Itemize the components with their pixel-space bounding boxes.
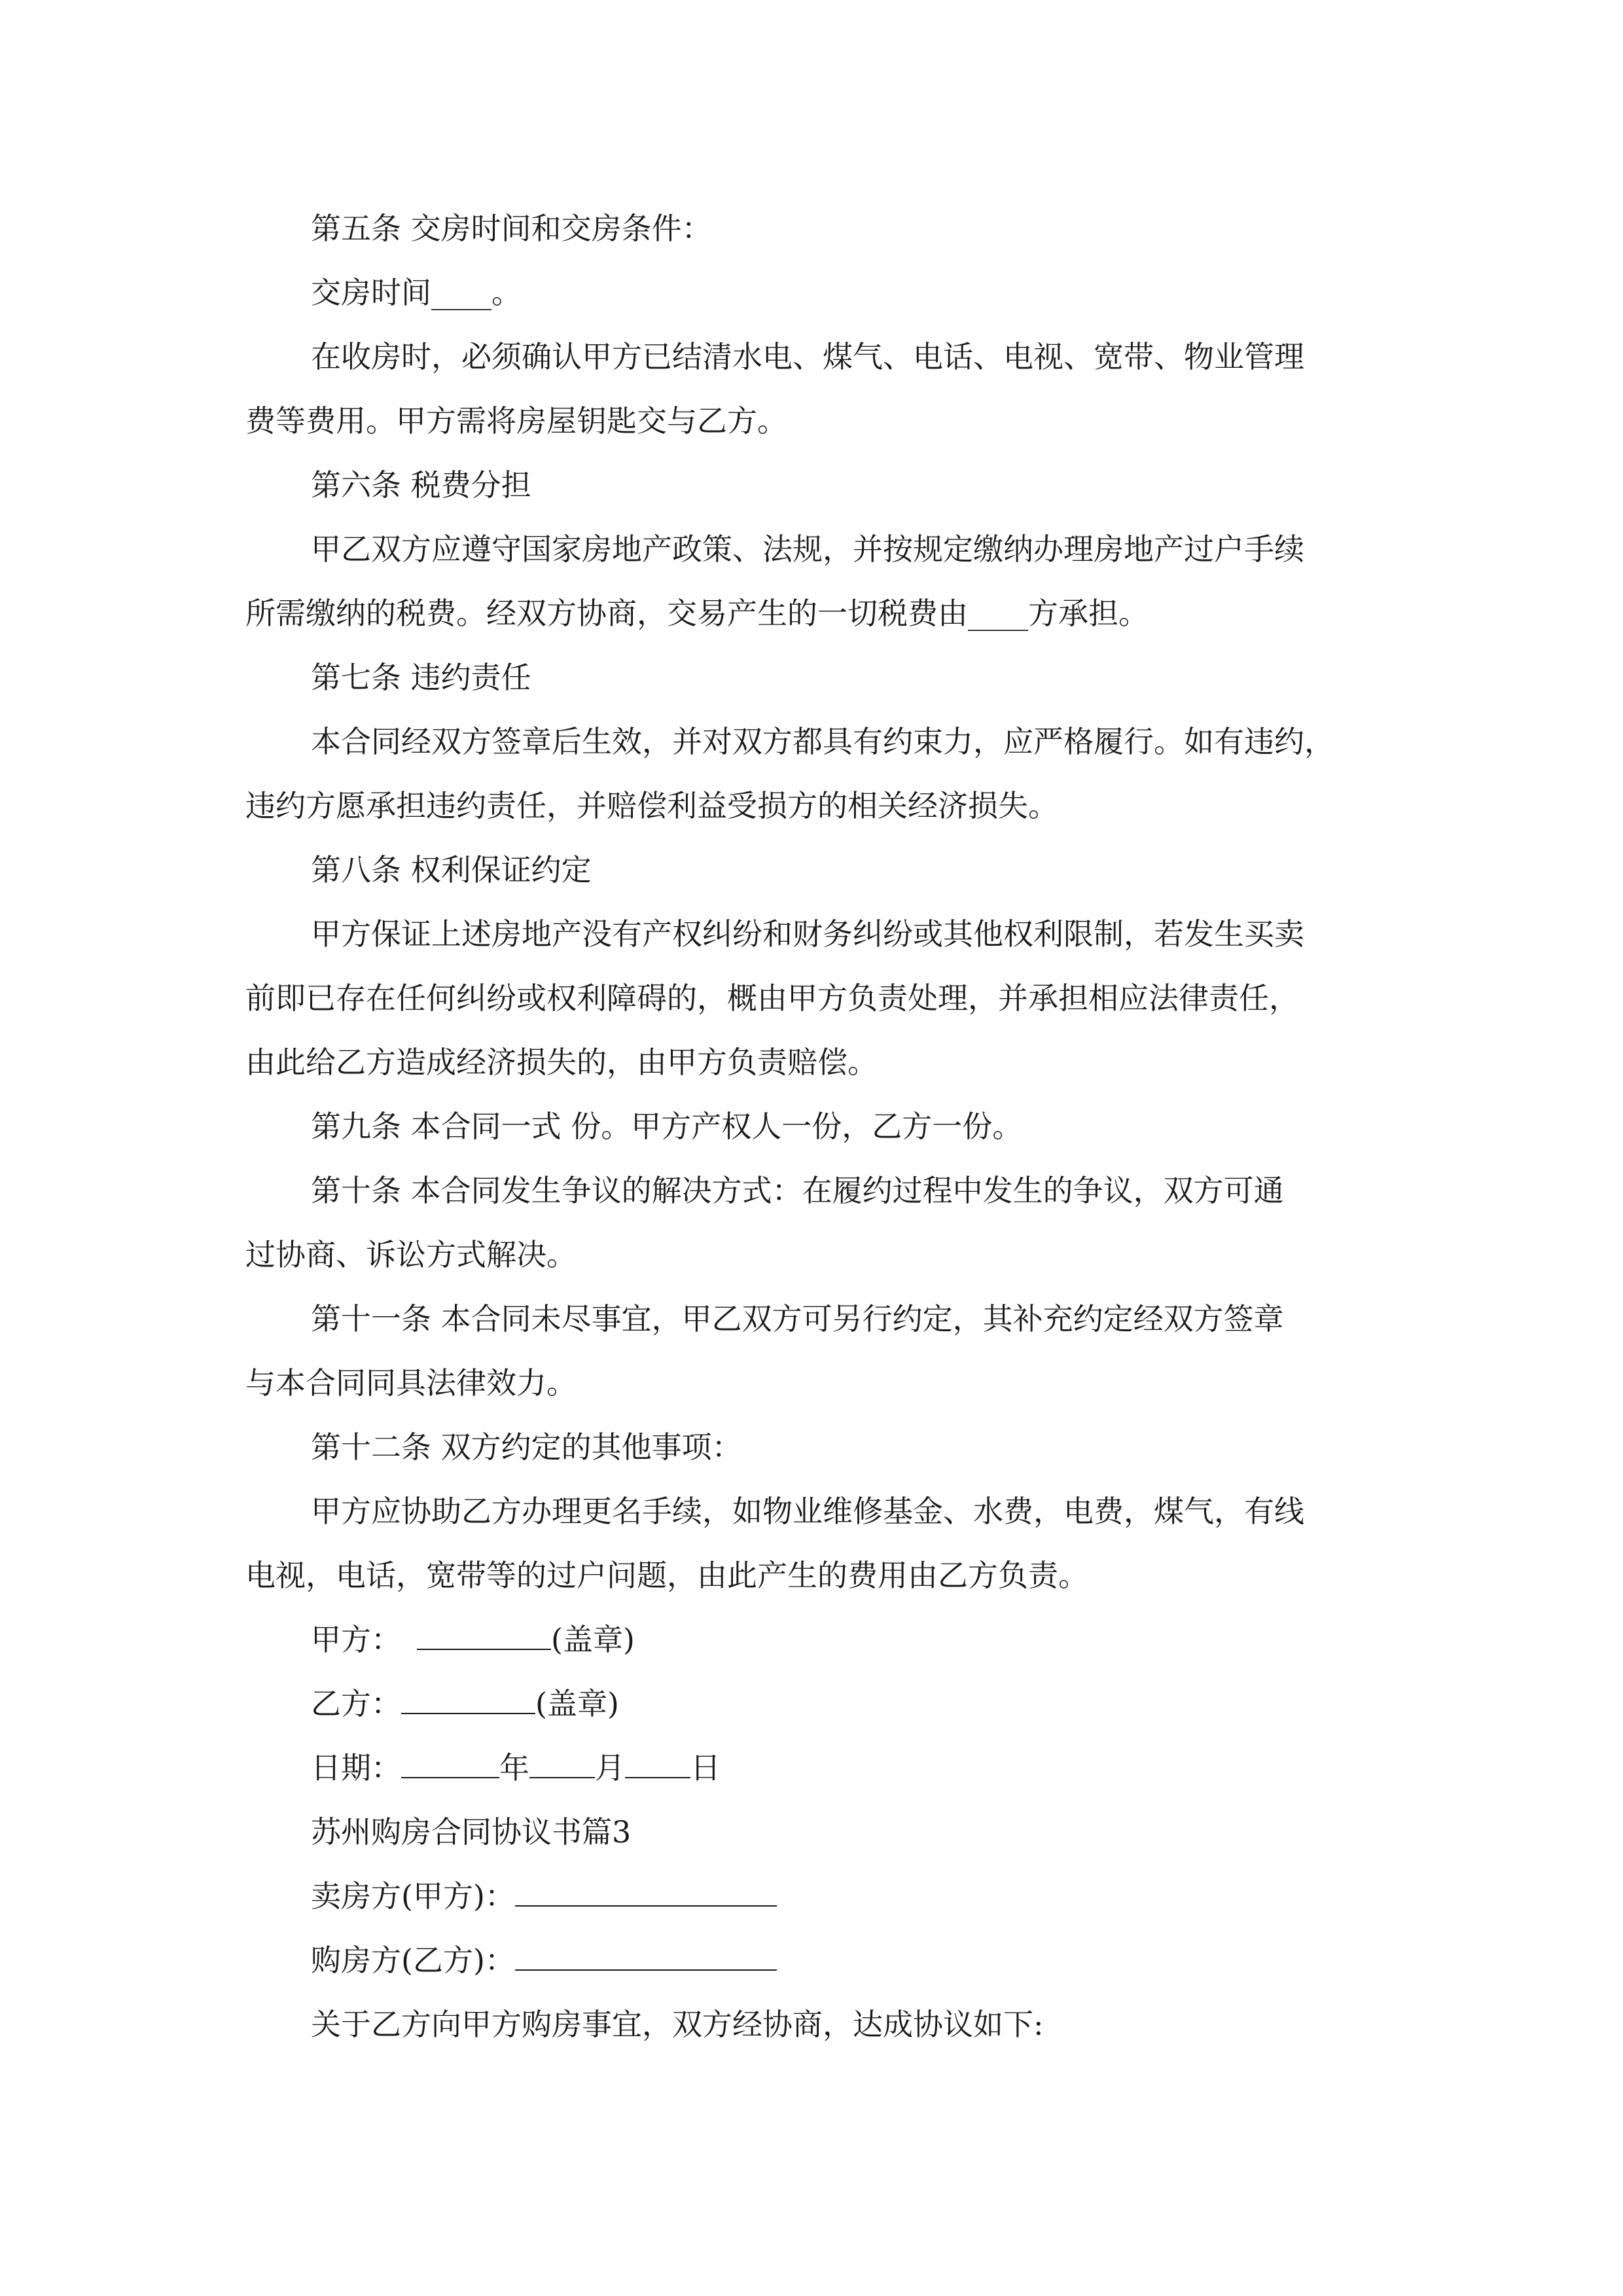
- article-5-title: 第五条 交房时间和交房条件：: [311, 211, 712, 246]
- party-a-signature: [245, 1607, 1378, 1672]
- party-a-seal: (盖章): [551, 1622, 635, 1657]
- date-month: 月: [595, 1750, 625, 1785]
- section-3-intro: 关于乙方向甲方购房事宜，双方经协商，达成协议如下:: [311, 2007, 1044, 2042]
- article-8-body-line-3: 由此给乙方造成经济损失的，由甲方负责赔偿。: [245, 1045, 878, 1080]
- article-5-conditions-line-1: 在收房时，必须确认甲方已结清水电、煤气、电话、电视、宽带、物业管理: [311, 339, 1304, 374]
- article-8-body-line-2: 前即已存在任何纠纷或权利障碍的，概由甲方负责处理，并承担相应法律责任，: [245, 980, 1299, 1016]
- date-day: 日: [690, 1750, 721, 1785]
- article-5-conditions-line-2: 费等费用。甲方需将房屋钥匙交与乙方。: [245, 403, 787, 439]
- article-8-body-line-1: 甲方保证上述房地产没有产权纠纷和财务纠纷或其他权利限制，若发生买卖: [311, 916, 1304, 952]
- date-year-blank: [401, 1751, 499, 1778]
- buyer-line: [245, 1928, 1378, 1992]
- party-a-blank: [417, 1623, 551, 1650]
- article-11-line-1: 第十一条 本合同未尽事宜，甲乙双方可另行约定，其补充约定经双方签章: [311, 1301, 1284, 1336]
- date-label: 日期：: [311, 1750, 401, 1785]
- date-line: [245, 1736, 1378, 1800]
- article-12-title: 第十二条 双方约定的其他事项：: [311, 1429, 742, 1465]
- article-10-line-2: 过协商、诉讼方式解决。: [245, 1237, 577, 1272]
- party-b-signature: [245, 1672, 1378, 1736]
- article-10-line-1: 第十条 本合同发生争议的解决方式：在履约过程中发生的争议，双方可通: [311, 1173, 1284, 1208]
- article-5-handover-time: 交房时间____。: [311, 275, 522, 310]
- article-6-body-line-1: 甲乙双方应遵守国家房地产政策、法规，并按规定缴纳办理房地产过户手续: [311, 531, 1304, 567]
- article-6-title: 第六条 税费分担: [311, 467, 531, 503]
- article-11-line-2: 与本合同同具法律效力。: [245, 1365, 577, 1401]
- party-a-label: 甲方：: [311, 1622, 401, 1657]
- article-8-title: 第八条 权利保证约定: [311, 852, 592, 888]
- article-12-body-line-1: 甲方应协助乙方办理更名手续，如物业维修基金、水费，电费，煤气，有线: [311, 1494, 1304, 1529]
- seller-line: [245, 1864, 1378, 1928]
- article-12-body-line-2: 电视，电话，宽带等的过户问题，由此产生的费用由乙方负责。: [245, 1558, 1088, 1593]
- document-body: [245, 196, 1378, 2056]
- seller-label: 卖房方(甲方)：: [311, 1878, 515, 1914]
- party-b-label: 乙方：: [311, 1686, 401, 1721]
- article-7-title: 第七条 违约责任: [311, 660, 531, 695]
- seller-blank: [515, 1879, 777, 1907]
- article-7-body-line-1: 本合同经双方签章后生效，并对双方都具有约束力，应严格履行。如有违约，: [311, 724, 1334, 759]
- date-month-blank: [529, 1751, 595, 1778]
- article-7-body-line-2: 违约方愿承担违约责任，并赔偿利益受损方的相关经济损失。: [245, 788, 1058, 823]
- date-year: 年: [499, 1750, 529, 1785]
- party-b-blank: [401, 1687, 535, 1714]
- buyer-label: 购房方(乙方)：: [311, 1943, 515, 1978]
- party-b-seal: (盖章): [535, 1686, 619, 1721]
- article-6-body-line-2: 所需缴纳的税费。经双方协商，交易产生的一切税费由____方承担。: [245, 596, 1149, 631]
- article-9: 第九条 本合同一式 份。甲方产权人一份，乙方一份。: [311, 1109, 1023, 1144]
- section-3-heading: 苏州购房合同协议书篇3: [311, 1814, 632, 1850]
- date-day-blank: [625, 1751, 690, 1778]
- buyer-blank: [515, 1943, 777, 1971]
